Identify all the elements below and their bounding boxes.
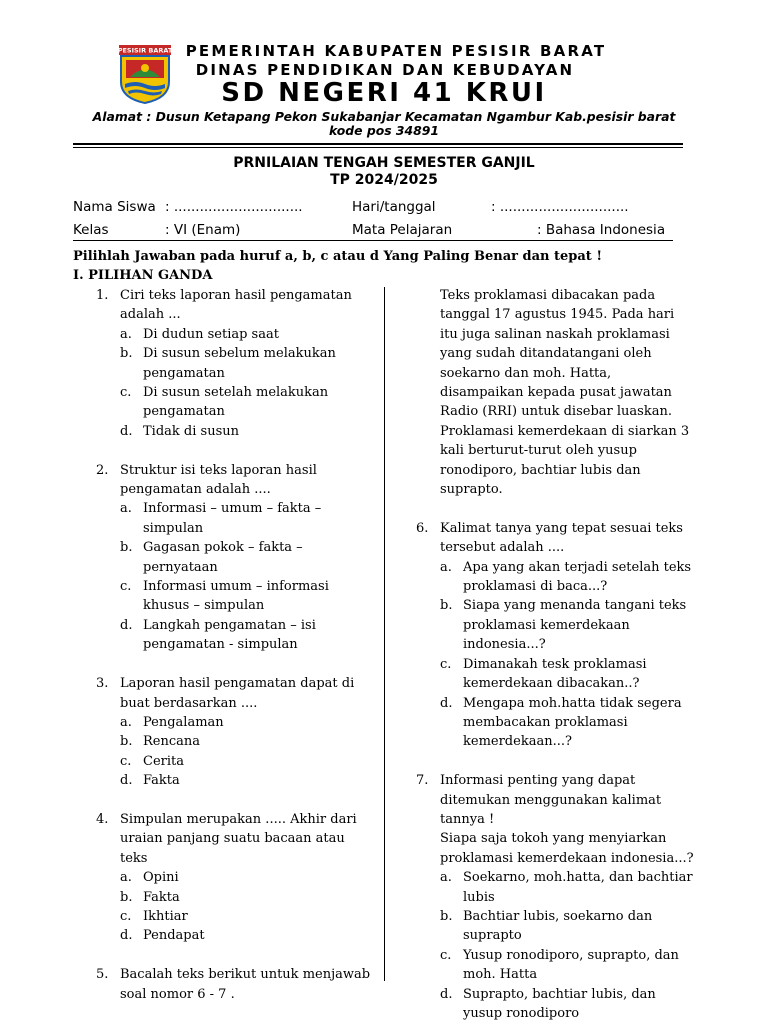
answer-option[interactable] bbox=[440, 694, 696, 752]
answer-option[interactable] bbox=[120, 771, 374, 790]
option-text: Informasi – umum – fakta – simpulan bbox=[143, 501, 322, 536]
question-text-prompt: Siapa saja tokoh yang menyiarkan proklamasi kemerdekaan indonesia...? bbox=[440, 831, 694, 866]
option-letter: b. bbox=[120, 889, 133, 905]
question-2 bbox=[96, 461, 374, 655]
option-letter: d. bbox=[120, 617, 133, 633]
option-letter: a. bbox=[120, 501, 132, 517]
answer-option[interactable] bbox=[120, 383, 374, 422]
question-number: 3. bbox=[96, 676, 109, 692]
question-5 bbox=[96, 965, 374, 1004]
option-text: Di susun sebelum melakukan pengamatan bbox=[143, 346, 336, 381]
answer-option[interactable] bbox=[120, 907, 374, 926]
exam-title: PRNILAIAN TENGAH SEMESTER GANJIL bbox=[233, 155, 535, 171]
option-text: Fakta bbox=[143, 889, 180, 905]
answer-option[interactable] bbox=[120, 577, 374, 616]
postal-code: kode pos 34891 bbox=[328, 123, 440, 138]
question-7 bbox=[416, 771, 696, 1023]
answer-option[interactable] bbox=[120, 325, 374, 344]
subject-value: : Bahasa Indonesia bbox=[537, 222, 666, 238]
answer-option[interactable] bbox=[120, 499, 374, 538]
option-letter: b. bbox=[440, 908, 453, 924]
question-text: Struktur isi teks laporan hasil pengamatan adalah .... bbox=[120, 462, 317, 498]
option-text: Bachtiar lubis, soekarno dan suprapto bbox=[463, 908, 653, 944]
answer-option[interactable] bbox=[440, 655, 696, 694]
option-letter: a. bbox=[440, 870, 452, 886]
answer-option[interactable] bbox=[440, 907, 696, 946]
answer-option[interactable] bbox=[440, 558, 696, 597]
option-letter: a. bbox=[120, 870, 132, 886]
option-letter: d. bbox=[120, 773, 133, 789]
right-column bbox=[416, 286, 696, 1023]
student-name-label: Nama Siswa bbox=[73, 199, 156, 215]
option-letter: c. bbox=[120, 385, 132, 401]
question-text: Laporan hasil pengamatan dapat di buat berdasarkan .... bbox=[120, 676, 355, 711]
column-divider bbox=[384, 287, 385, 981]
option-letter: b. bbox=[120, 734, 133, 750]
option-text: Yusup ronodiporo, suprapto, dan moh. Hatta bbox=[463, 947, 679, 983]
answer-option[interactable] bbox=[120, 888, 374, 907]
option-letter: c. bbox=[120, 908, 132, 924]
question-6 bbox=[416, 519, 696, 752]
answer-option[interactable] bbox=[120, 926, 374, 945]
question-number: 4. bbox=[96, 811, 109, 827]
class-value: : VI (Enam) bbox=[165, 222, 241, 238]
option-letter: d. bbox=[440, 695, 453, 711]
option-text: Apa yang akan terjadi setelah teks proklamasi di baca...? bbox=[463, 559, 692, 595]
header-rule-thin bbox=[73, 147, 683, 148]
option-text: Rencana bbox=[143, 734, 201, 750]
info-underline bbox=[73, 240, 673, 241]
option-text: Ikhtiar bbox=[143, 908, 188, 924]
answer-option[interactable] bbox=[120, 344, 374, 383]
option-letter: c. bbox=[440, 656, 452, 672]
answer-option[interactable] bbox=[440, 596, 696, 654]
question-4 bbox=[96, 810, 374, 946]
option-text: Dimanakah tesk proklamasi kemerdekaan dibacakan..? bbox=[463, 656, 647, 692]
letterhead-address bbox=[60, 110, 708, 138]
question-text: Simpulan merupakan ..... Akhir dari uraian panjang suatu bacaan atau teks bbox=[120, 811, 357, 866]
subject-label: Mata Pelajaran bbox=[352, 222, 453, 238]
option-text: Informasi umum – informasi khusus – simpulan bbox=[143, 579, 329, 614]
question-number: 6. bbox=[416, 520, 429, 536]
date-field[interactable]: : .............................. bbox=[491, 199, 629, 215]
option-text: Di susun setelah melakukan pengamatan bbox=[143, 385, 329, 420]
exam-year: TP 2024/2025 bbox=[330, 172, 438, 188]
option-letter: c. bbox=[120, 579, 132, 595]
answer-option[interactable] bbox=[440, 985, 696, 1024]
question-text-intro: Informasi penting yang dapat ditemukan menggunakan kalimat tannya ! bbox=[440, 773, 662, 827]
option-letter: b. bbox=[440, 598, 453, 614]
answer-option[interactable] bbox=[120, 422, 374, 441]
question-number: 2. bbox=[96, 462, 109, 478]
option-text: Fakta bbox=[143, 773, 180, 789]
option-letter: c. bbox=[440, 947, 452, 963]
answer-option[interactable] bbox=[440, 868, 696, 907]
address-line: Alamat : Dusun Ketapang Pekon Sukabanjar Kecamatan Ngambur Kab.pesisir barat bbox=[92, 109, 676, 124]
answer-option[interactable] bbox=[120, 538, 374, 577]
option-text: Tidak di susun bbox=[143, 423, 239, 439]
letterhead-government: PEMERINTAH KABUPATEN PESISIR BARAT bbox=[185, 42, 607, 60]
answer-option[interactable] bbox=[120, 752, 374, 771]
date-label: Hari/tanggal bbox=[352, 199, 436, 215]
option-letter: d. bbox=[120, 423, 133, 439]
svg-text:PESISIR BARAT: PESISIR BARAT bbox=[118, 46, 172, 55]
answer-option[interactable] bbox=[440, 946, 696, 985]
answer-option[interactable] bbox=[120, 713, 374, 732]
option-text: Suprapto, bachtiar lubis, dan yusup ronodiporo bbox=[463, 986, 656, 1021]
option-text: Soekarno, moh.hatta, dan bachtiar lubis bbox=[463, 870, 693, 905]
question-number: 7. bbox=[416, 773, 429, 789]
letterhead-school-name: SD NEGERI 41 KRUI bbox=[221, 78, 547, 108]
option-letter: d. bbox=[120, 928, 133, 944]
option-letter: d. bbox=[440, 986, 453, 1002]
student-name-field[interactable]: : .............................. bbox=[165, 199, 303, 215]
option-text: Gagasan pokok – fakta – pernyataan bbox=[143, 540, 303, 575]
option-letter: c. bbox=[120, 753, 132, 769]
option-text: Pengalaman bbox=[143, 714, 224, 730]
option-letter: a. bbox=[440, 559, 452, 575]
reading-passage: Teks proklamasi dibacakan pada tanggal 17 agustus 1945. Pada hari itu juga salinan naskah proklamasi yang sudah ditandatangani oleh soekarno dan moh. Hatta, disampaikan kepada pusat jawatan Radio (RRI) untuk disebar luaskan. Proklamasi kemerdekaan di siarkan 3 kali berturut-turut oleh yusup ronodiporo, bachtiar lubis dan suprapto. bbox=[440, 288, 690, 498]
question-3 bbox=[96, 674, 374, 790]
option-letter: a. bbox=[120, 714, 132, 730]
question-number: 1. bbox=[96, 288, 109, 303]
class-label: Kelas bbox=[73, 222, 109, 238]
option-text: Pendapat bbox=[143, 928, 205, 944]
option-letter: b. bbox=[120, 540, 133, 556]
option-text: Cerita bbox=[143, 753, 184, 769]
question-text bbox=[440, 771, 696, 868]
option-text: Siapa yang menanda tangani teks proklamasi kemerdekaan indonesia...? bbox=[463, 598, 687, 653]
answer-option[interactable] bbox=[120, 732, 374, 751]
question-number: 5. bbox=[96, 967, 109, 983]
header-rule-thick bbox=[73, 143, 683, 145]
question-text: Bacalah teks berikut untuk menjawab soal nomor 6 - 7 . bbox=[120, 967, 371, 1002]
option-text: Langkah pengamatan – isi pengamatan - simpulan bbox=[143, 617, 316, 653]
left-column bbox=[96, 286, 374, 1004]
question-text: Kalimat tanya yang tepat sesuai teks tersebut adalah .... bbox=[440, 520, 683, 556]
option-letter: a. bbox=[120, 326, 132, 342]
option-text: Opini bbox=[143, 870, 179, 886]
option-text: Di dudun setiap saat bbox=[143, 326, 279, 342]
instructions: Pilihlah Jawaban pada huruf a, b, c atau d Yang Paling Benar dan tepat ! bbox=[73, 249, 603, 264]
question-1 bbox=[96, 286, 374, 441]
question-text: Ciri teks laporan hasil pengamatan adalah ... bbox=[120, 288, 352, 323]
letterhead-department: DINAS PENDIDIKAN DAN KEBUDAYAN bbox=[195, 61, 575, 79]
answer-option[interactable] bbox=[120, 616, 374, 655]
option-text: Mengapa moh.hatta tidak segera membacakan proklamasi kemerdekaan...? bbox=[463, 695, 682, 750]
option-letter: b. bbox=[120, 346, 133, 362]
answer-option[interactable] bbox=[120, 868, 374, 887]
section-heading: I. PILIHAN GANDA bbox=[73, 268, 213, 283]
